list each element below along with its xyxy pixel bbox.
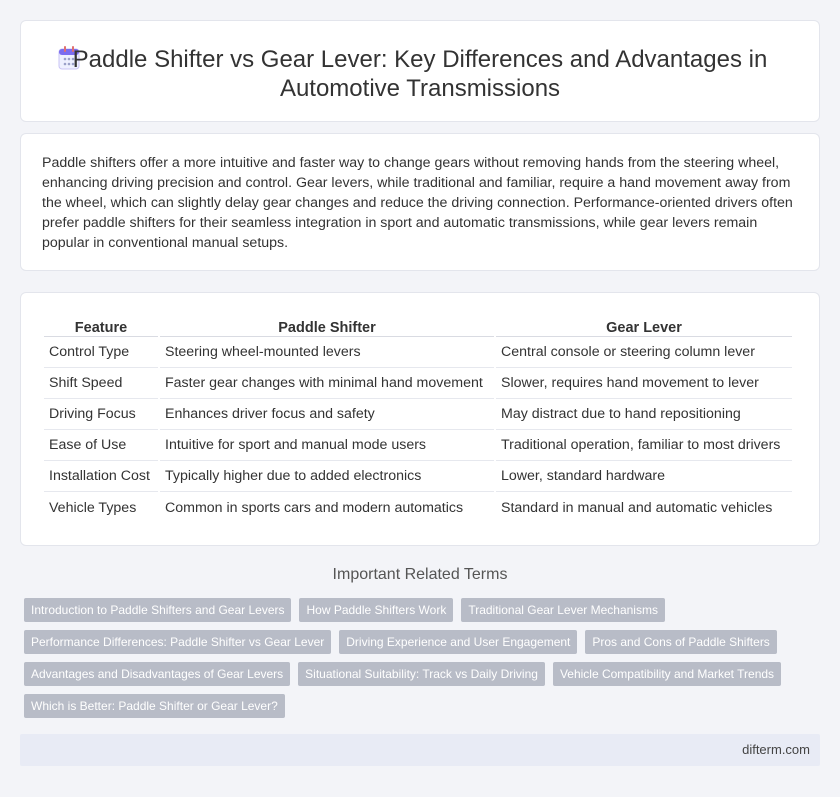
table-cell-gear-lever: Central console or steering column lever [496,337,792,368]
related-term-tag[interactable]: Performance Differences: Paddle Shifter vs Gear Lever [24,630,331,654]
table-row [44,368,792,399]
comparison-table-card [20,292,820,546]
table-cell-paddle-shifter: Enhances driver focus and safety [160,399,494,430]
footer [20,734,820,766]
table-row [44,337,792,368]
table-row [44,399,792,430]
related-term-tag[interactable]: Vehicle Compatibility and Market Trends [553,662,781,686]
intro-card [20,133,820,271]
header-card [20,20,820,122]
comparison-table [42,315,794,523]
table-cell-feature: Vehicle Types [49,499,137,516]
table-cell-gear-lever: Lower, standard hardware [496,461,792,492]
related-term-tag[interactable]: Situational Suitability: Track vs Daily Driving [298,662,545,686]
table-cell-gear-lever: Slower, requires hand movement to lever [496,368,792,399]
table-row [44,461,792,492]
table-header-row [44,315,792,337]
related-term-tag[interactable]: Introduction to Paddle Shifters and Gear Levers [24,598,291,622]
table-row [44,430,792,461]
column-header-paddle-shifter: Paddle Shifter [160,315,494,337]
table-row [44,492,792,523]
related-term-tag[interactable]: Driving Experience and User Engagement [339,630,577,654]
related-term-tag[interactable]: How Paddle Shifters Work [299,598,453,622]
table-cell-gear-lever: Traditional operation, familiar to most drivers [496,430,792,461]
column-header-gear-lever: Gear Lever [496,315,792,337]
related-term-tag[interactable]: Traditional Gear Lever Mechanisms [461,598,665,622]
column-header-feature: Feature [44,315,158,337]
table-cell-paddle-shifter: Steering wheel-mounted levers [160,337,494,368]
table-cell-gear-lever: Standard in manual and automatic vehicles [501,499,773,516]
table-cell-paddle-shifter: Faster gear changes with minimal hand movement [160,368,494,399]
table-cell-feature: Ease of Use [44,430,158,461]
table-cell-paddle-shifter: Intuitive for sport and manual mode users [160,430,494,461]
footer-site-link[interactable]: difterm.com [742,742,810,757]
table-cell-paddle-shifter: Common in sports cars and modern automatics [165,499,464,516]
table-cell-feature: Shift Speed [44,368,158,399]
related-terms-list [24,598,804,718]
table-cell-gear-lever: May distract due to hand repositioning [496,399,792,430]
table-cell-feature: Driving Focus [44,399,158,430]
table-cell-paddle-shifter: Typically higher due to added electronics [160,461,494,492]
table-cell-feature: Installation Cost [44,461,158,492]
related-term-tag[interactable]: Advantages and Disadvantages of Gear Levers [24,662,290,686]
table-cell-feature: Control Type [44,337,158,368]
related-term-tag[interactable]: Which is Better: Paddle Shifter or Gear Lever? [24,694,285,718]
intro-paragraph: Paddle shifters offer a more intuitive and faster way to change gears without removing hands from the steering wheel, enhancing driving precision and control. Gear levers, while traditional and familiar, require a hand movement away from the wheel, which can slightly delay gear changes and reduce the driving connection. Performance-oriented drivers often prefer paddle shifters for their seamless integration in sport and automatic transmissions, while gear levers remain popular in conventional manual setups. [42,155,793,251]
related-terms-title: Important Related Terms [332,566,508,583]
related-term-tag[interactable]: Pros and Cons of Paddle Shifters [585,630,776,654]
page-title: Paddle Shifter vs Gear Lever: Key Differences and Advantages in Automotive Transmissions [72,46,768,102]
